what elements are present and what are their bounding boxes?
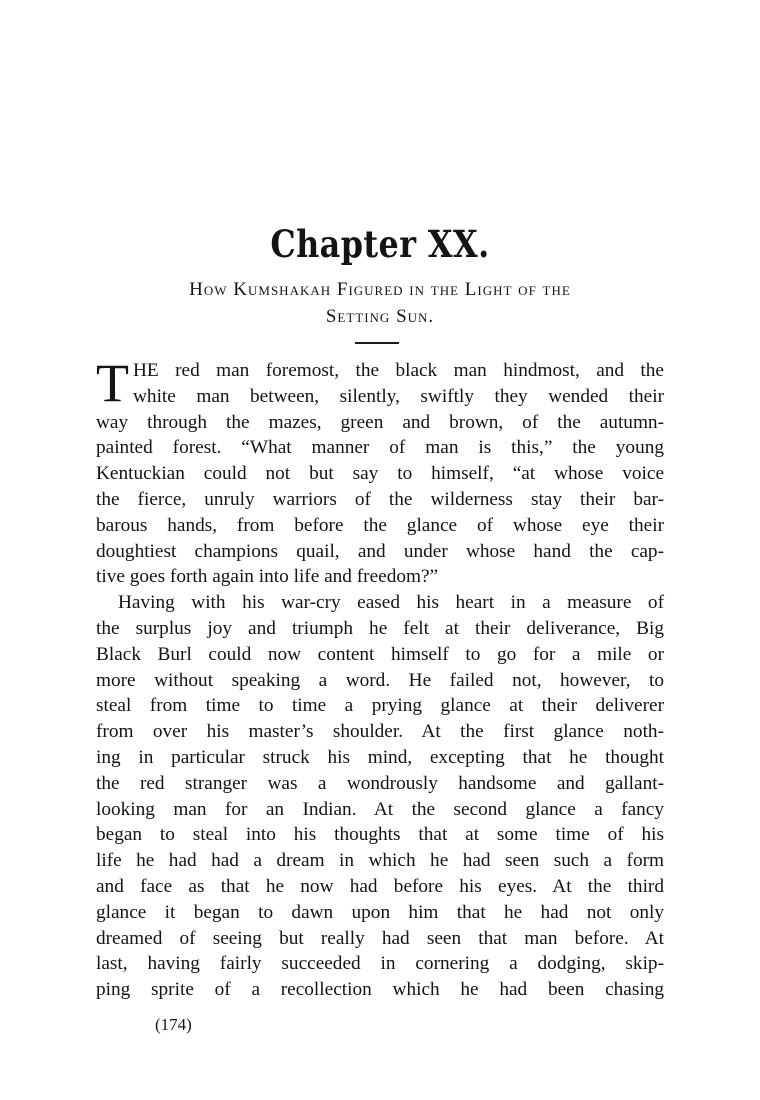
- text-line: more without speaking a word. He failed not, however, to: [96, 669, 664, 691]
- text-line: the surplus joy and triumph he felt at their deliverance, Big: [96, 617, 664, 639]
- text-line: steal from time to time a prying glance at their deliverer: [96, 695, 664, 717]
- text-line: barous hands, from before the glance of whose eye their: [96, 514, 664, 536]
- subtitle-line-2: Setting Sun.: [325, 306, 435, 327]
- text-line: from over his master’s shoulder. At the first glance noth-: [96, 721, 664, 743]
- text-line: looking man for an Indian. At the second glance a fancy: [96, 798, 664, 820]
- text-line: HE red man foremost, the black man hindmost, and the: [133, 360, 664, 381]
- text-line: ing in particular struck his mind, excepting that he thought: [96, 746, 664, 768]
- page-number: (174): [155, 1015, 192, 1034]
- text-line: way through the mazes, green and brown, of the autumn-: [96, 411, 664, 433]
- text-line: Black Burl could now content himself to go for a mile or: [96, 643, 664, 665]
- text-line: doughtiest champions quail, and under whose hand the cap-: [96, 540, 664, 562]
- chapter-subtitle: [96, 276, 664, 330]
- text-line: ping sprite of a recollection which he had been chasing: [96, 979, 664, 1001]
- text-line: and face as that he now had before his eyes. At the third: [96, 875, 664, 897]
- text-line: painted forest. “What manner of man is this,” the young: [96, 437, 664, 459]
- drop-cap: T: [96, 353, 129, 413]
- text-line: tive goes forth again into life and freedom?”: [96, 566, 439, 588]
- paragraph: [96, 590, 664, 1003]
- text-line: life he had had a dream in which he had seen such a form: [96, 850, 664, 872]
- text-line: last, having fairly succeeded in cornering a dodging, skip-: [96, 953, 664, 975]
- text-line: dreamed of seeing but really had seen that man before. At: [96, 927, 664, 949]
- text-line: glance it began to dawn upon him that he had not only: [96, 901, 664, 923]
- text-line: Having with his war-cry eased his heart in a measure of: [118, 592, 664, 614]
- text-line: white man between, silently, swiftly they wended their: [133, 385, 664, 407]
- text-line: began to steal into his thoughts that at some time of his: [96, 824, 664, 846]
- text-line: the red stranger was a wondrously handsome and gallant-: [96, 772, 664, 794]
- subtitle-line-1: How Kumshakah Figured in the Light of the: [189, 279, 571, 300]
- chapter-title: Chapter XX.: [270, 222, 490, 266]
- title-rule: [355, 342, 399, 344]
- paragraph: [96, 353, 664, 590]
- text-line: Kentuckian could not but say to himself, “at whose voice: [96, 463, 664, 485]
- body-text: [96, 353, 664, 1003]
- text-line: the fierce, unruly warriors of the wilderness stay their bar-: [96, 488, 664, 510]
